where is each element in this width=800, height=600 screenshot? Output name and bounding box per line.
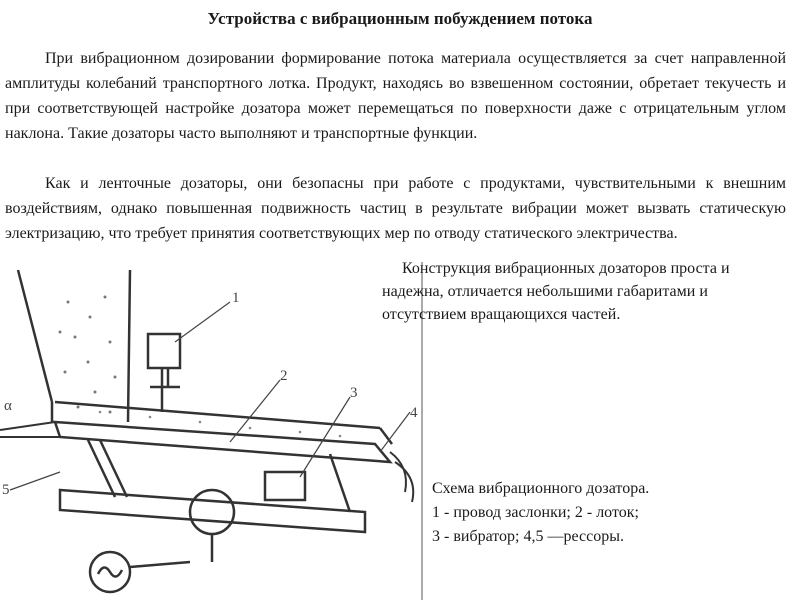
outflow <box>390 452 413 502</box>
vibrator <box>265 472 305 500</box>
diagram-caption <box>432 477 752 549</box>
label-5: 5 <box>2 482 10 498</box>
diagram-labels <box>2 290 418 498</box>
gate-drive <box>148 334 180 412</box>
dispenser-diagram <box>0 262 430 600</box>
side-text: Конструкция вибрационных дозаторов проста и надежна, отличается небольшими габаритами и отсутствием вращающихся частей. <box>382 260 730 323</box>
hopper <box>18 270 130 422</box>
label-alpha: α <box>4 398 12 414</box>
paragraph-1: При вибрационном дозировании формирование потока материала осуществляется за счет направленной амплитуды колебаний транспортного лотка. Продукт, находясь во взвешенном состоянии, обретает текучесть и при соответствующей настройке дозатора может перемещаться по поверхности даже с отрицательным углом наклона. Такие дозаторы часто выполняют и транспортные функции. <box>5 50 786 142</box>
label-1: 1 <box>232 290 240 306</box>
page-title: Устройства с вибрационным побуждением потока <box>207 9 593 28</box>
motor-symbol <box>90 552 190 592</box>
hopper-material <box>59 296 117 414</box>
caption-line-2: 3 - вибратор; 4,5 —рессоры. <box>432 528 624 545</box>
label-4: 4 <box>410 405 418 421</box>
caption-line-1: 1 - провод заслонки; 2 - лоток; <box>432 504 639 521</box>
angle-marker <box>0 422 60 437</box>
caption-title: Схема вибрационного дозатора. <box>432 480 650 497</box>
paragraph-2: Как и ленточные дозаторы, они безопасны при работе с продуктами, чувствительными к внешним воздействиям, однако повышенная подвижность частиц в результате вибрации может вызвать статическую электризацию, что требует принятия соответствующих мер по отводу статического электричества. <box>5 175 786 242</box>
label-2: 2 <box>280 368 288 384</box>
label-3: 3 <box>350 385 358 401</box>
